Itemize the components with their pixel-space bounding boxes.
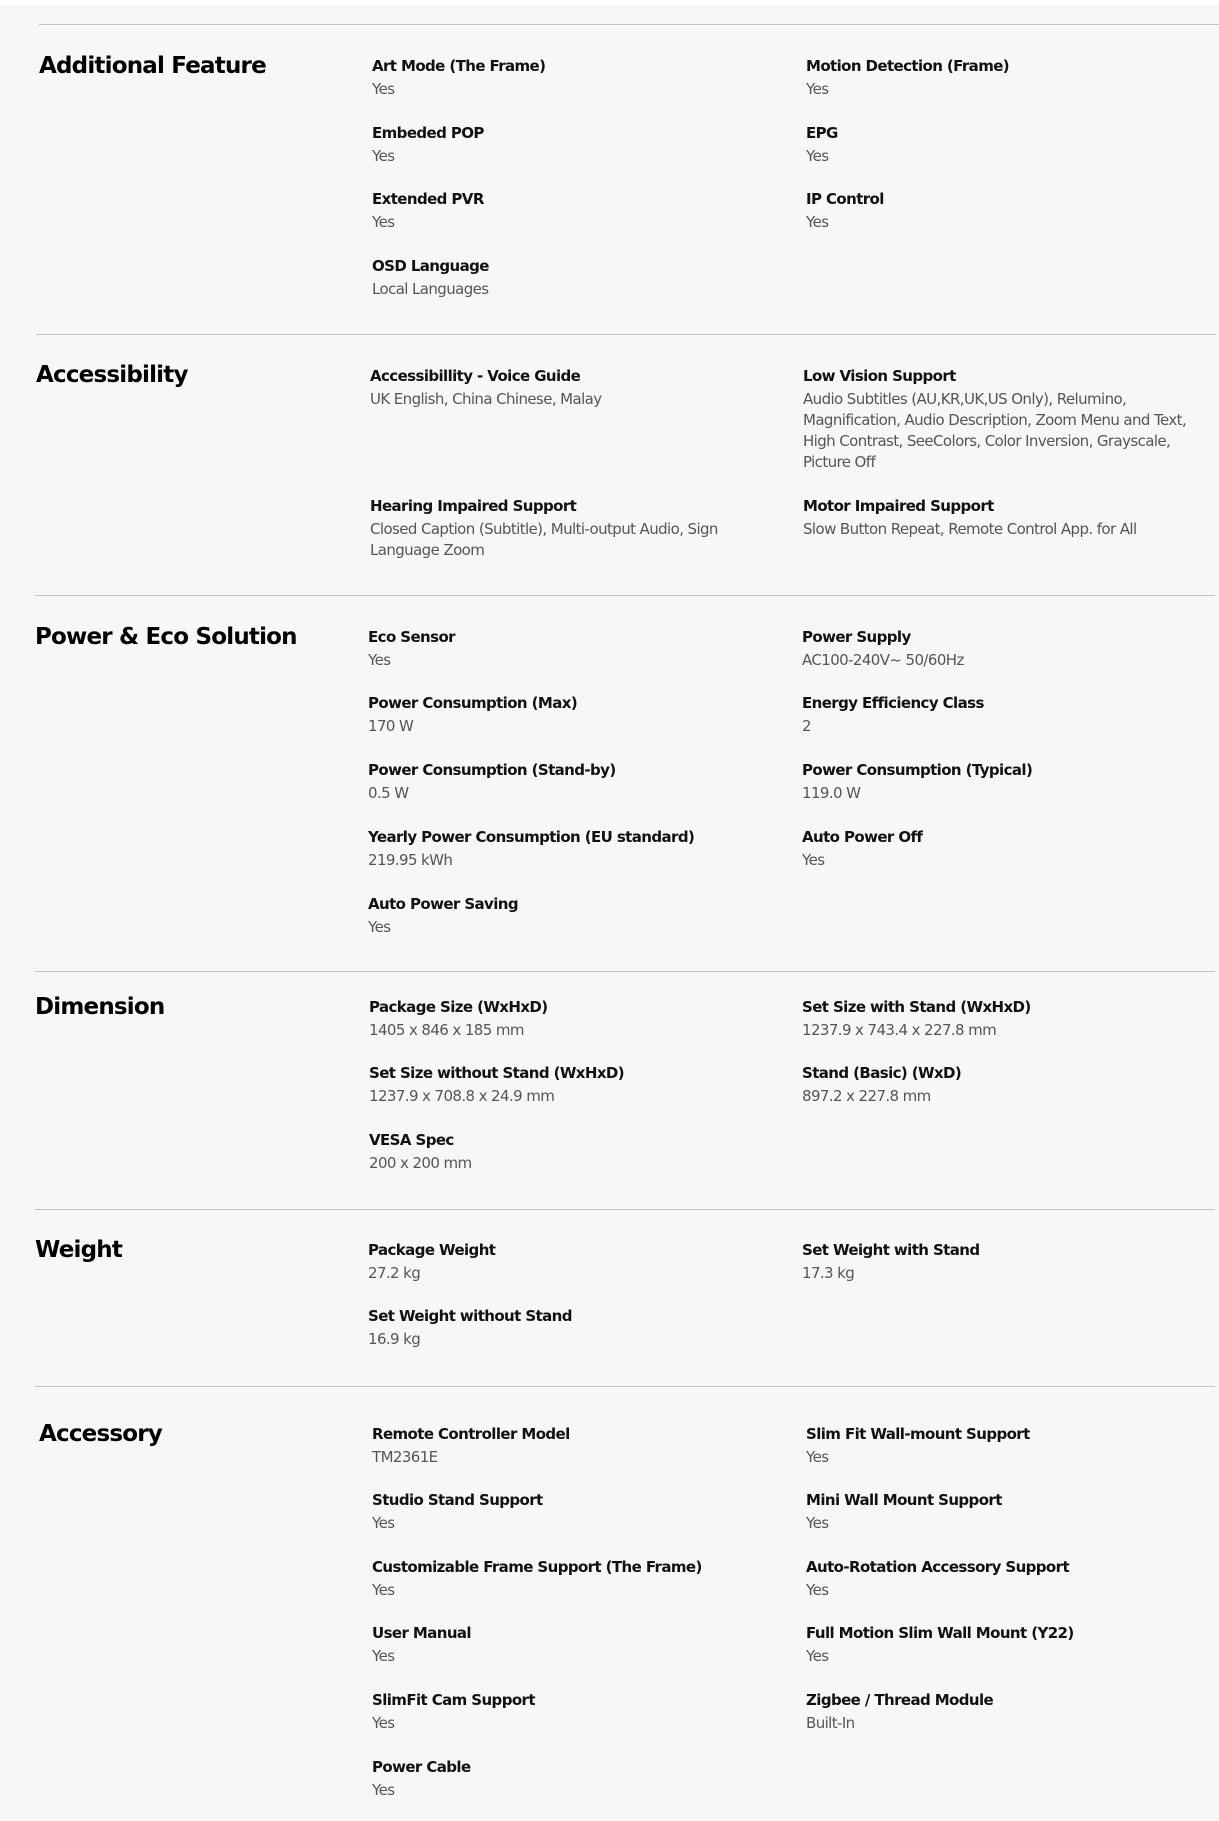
spec-epg <box>806 123 1206 167</box>
spec-value: 1237.9 x 708.8 x 24.9 mm <box>369 1087 555 1105</box>
spec-auto-power-saving <box>368 894 778 938</box>
spec-power-supply <box>802 627 1202 671</box>
section-title: Additional Feature <box>39 53 266 79</box>
spec-value: Yes <box>806 1448 829 1466</box>
spec-set-weight-with-stand <box>802 1240 1202 1284</box>
spec-power-consumption-standby <box>368 760 778 804</box>
spec-label: Motor Impaired Support <box>803 497 994 515</box>
spec-eco-sensor <box>368 627 778 671</box>
spec-value: Yes <box>372 147 395 165</box>
spec-label: Auto-Rotation Accessory Support <box>806 1558 1070 1576</box>
spec-power-consumption-max <box>368 693 778 737</box>
spec-package-size <box>369 997 779 1041</box>
spec-value: Yes <box>806 1514 829 1532</box>
spec-label: Yearly Power Consumption (EU standard) <box>368 828 695 846</box>
spec-value: 200 x 200 mm <box>369 1154 472 1172</box>
spec-label: Package Weight <box>368 1241 496 1259</box>
spec-art-mode <box>372 56 782 100</box>
spec-embeded-pop <box>372 123 782 167</box>
section-divider <box>35 1386 1215 1387</box>
spec-value: Built-In <box>806 1714 855 1732</box>
spec-label: Low Vision Support <box>803 367 956 385</box>
spec-voice-guide <box>370 366 760 410</box>
spec-value: Yes <box>802 851 825 869</box>
section-title: Power & Eco Solution <box>35 624 297 650</box>
spec-label: OSD Language <box>372 257 489 275</box>
spec-value: 897.2 x 227.8 mm <box>802 1087 931 1105</box>
spec-label: Motion Detection (Frame) <box>806 57 1010 75</box>
spec-label: Set Weight without Stand <box>368 1307 572 1325</box>
spec-set-size-with-stand <box>802 997 1202 1041</box>
spec-customizable-frame <box>372 1557 792 1601</box>
spec-label: Power Supply <box>802 628 911 646</box>
spec-label: Set Size with Stand (WxHxD) <box>802 998 1031 1016</box>
spec-label: SlimFit Cam Support <box>372 1691 535 1709</box>
spec-label: Remote Controller Model <box>372 1425 570 1443</box>
spec-label: Zigbee / Thread Module <box>806 1691 994 1709</box>
spec-label: Auto Power Saving <box>368 895 518 913</box>
spec-value: Local Languages <box>372 280 489 298</box>
section-divider <box>35 971 1215 972</box>
spec-label: EPG <box>806 124 838 142</box>
spec-auto-power-off <box>802 827 1202 871</box>
spec-value: Yes <box>806 213 829 231</box>
spec-package-weight <box>368 1240 778 1284</box>
spec-vesa-spec <box>369 1130 779 1174</box>
spec-value: AC100-240V~ 50/60Hz <box>802 651 964 669</box>
spec-stand-basic <box>802 1063 1202 1107</box>
spec-value: Yes <box>372 1514 395 1532</box>
spec-mini-wall-mount <box>806 1490 1206 1534</box>
spec-label: Power Consumption (Stand-by) <box>368 761 616 779</box>
spec-value: Yes <box>372 213 395 231</box>
spec-value: 1405 x 846 x 185 mm <box>369 1021 524 1039</box>
spec-label: Power Cable <box>372 1758 471 1776</box>
spec-value: Yes <box>372 1781 395 1799</box>
spec-value: 17.3 kg <box>802 1264 855 1282</box>
spec-value: Yes <box>372 80 395 98</box>
spec-value: Yes <box>372 1647 395 1665</box>
spec-value: 0.5 W <box>368 784 409 802</box>
section-divider <box>36 334 1216 335</box>
spec-power-cable <box>372 1757 782 1801</box>
spec-label: Slim Fit Wall-mount Support <box>806 1425 1030 1443</box>
spec-label: Set Size without Stand (WxHxD) <box>369 1064 625 1082</box>
spec-value: 1237.9 x 743.4 x 227.8 mm <box>802 1021 997 1039</box>
spec-value: Yes <box>372 1581 395 1599</box>
spec-value: Yes <box>372 1714 395 1732</box>
spec-value: 2 <box>802 717 811 735</box>
spec-label: Embeded POP <box>372 124 484 142</box>
spec-value: 16.9 kg <box>368 1330 421 1348</box>
spec-label: Set Weight with Stand <box>802 1241 980 1259</box>
spec-label: Package Size (WxHxD) <box>369 998 548 1016</box>
spec-label: Stand (Basic) (WxD) <box>802 1064 962 1082</box>
spec-value: TM2361E <box>372 1448 438 1466</box>
spec-value: Yes <box>806 1581 829 1599</box>
spec-label: Customizable Frame Support (The Frame) <box>372 1558 702 1576</box>
spec-motor-impaired-support <box>803 496 1198 540</box>
spec-yearly-power-consumption <box>368 827 788 871</box>
spec-low-vision-support <box>803 366 1198 473</box>
spec-zigbee-thread-module <box>806 1690 1206 1734</box>
spec-value: Yes <box>806 147 829 165</box>
section-title: Accessory <box>39 1421 162 1447</box>
spec-set-size-without-stand <box>369 1063 779 1107</box>
spec-label: Art Mode (The Frame) <box>372 57 546 75</box>
spec-slim-fit-wall-mount <box>806 1424 1206 1468</box>
spec-label: Extended PVR <box>372 190 484 208</box>
spec-label: Auto Power Off <box>802 828 923 846</box>
spec-auto-rotation-accessory <box>806 1557 1206 1601</box>
spec-label: Hearing Impaired Support <box>370 497 577 515</box>
spec-value: 219.95 kWh <box>368 851 453 869</box>
spec-label: Power Consumption (Max) <box>368 694 578 712</box>
spec-user-manual <box>372 1623 782 1667</box>
section-title: Accessibility <box>36 362 188 388</box>
spec-value: Closed Caption (Subtitle), Multi-output Audio, Sign Language Zoom <box>370 520 718 559</box>
spec-slimfit-cam-support <box>372 1690 782 1734</box>
spec-osd-language <box>372 256 782 300</box>
spec-value: Yes <box>806 80 829 98</box>
spec-label: Energy Efficiency Class <box>802 694 984 712</box>
spec-value: Yes <box>806 1647 829 1665</box>
section-title: Dimension <box>35 994 165 1020</box>
spec-value: Audio Subtitles (AU,KR,UK,US Only), Relumino, Magnification, Audio Description, Zoom Menu and Text, High Contrast, SeeColors, Color Inversion, Grayscale, Picture Off <box>803 390 1187 471</box>
spec-value: Slow Button Repeat, Remote Control App. for All <box>803 520 1137 538</box>
spec-remote-controller-model <box>372 1424 782 1468</box>
spec-value: 27.2 kg <box>368 1264 421 1282</box>
spec-energy-efficiency-class <box>802 693 1202 737</box>
spec-motion-detection <box>806 56 1206 100</box>
spec-full-motion-wall-mount <box>806 1623 1206 1667</box>
section-title: Weight <box>35 1237 123 1263</box>
section-divider <box>39 24 1219 25</box>
spec-value: UK English, China Chinese, Malay <box>370 390 602 408</box>
spec-studio-stand-support <box>372 1490 782 1534</box>
spec-ip-control <box>806 189 1206 233</box>
spec-label: Studio Stand Support <box>372 1491 543 1509</box>
spec-extended-pvr <box>372 189 782 233</box>
section-divider <box>35 1209 1215 1210</box>
spec-label: IP Control <box>806 190 884 208</box>
spec-set-weight-without-stand <box>368 1306 778 1350</box>
top-strip <box>0 0 1219 5</box>
spec-value: Yes <box>368 651 391 669</box>
spec-label: Eco Sensor <box>368 628 455 646</box>
spec-value: 119.0 W <box>802 784 861 802</box>
spec-value: 170 W <box>368 717 414 735</box>
spec-label: Full Motion Slim Wall Mount (Y22) <box>806 1624 1074 1642</box>
section-divider <box>35 595 1215 596</box>
spec-label: Accessibillity - Voice Guide <box>370 367 581 385</box>
spec-hearing-impaired-support <box>370 496 760 561</box>
spec-value: Yes <box>368 918 391 936</box>
spec-label: VESA Spec <box>369 1131 454 1149</box>
spec-label: User Manual <box>372 1624 471 1642</box>
spec-label: Power Consumption (Typical) <box>802 761 1033 779</box>
spec-label: Mini Wall Mount Support <box>806 1491 1002 1509</box>
spec-power-consumption-typical <box>802 760 1202 804</box>
